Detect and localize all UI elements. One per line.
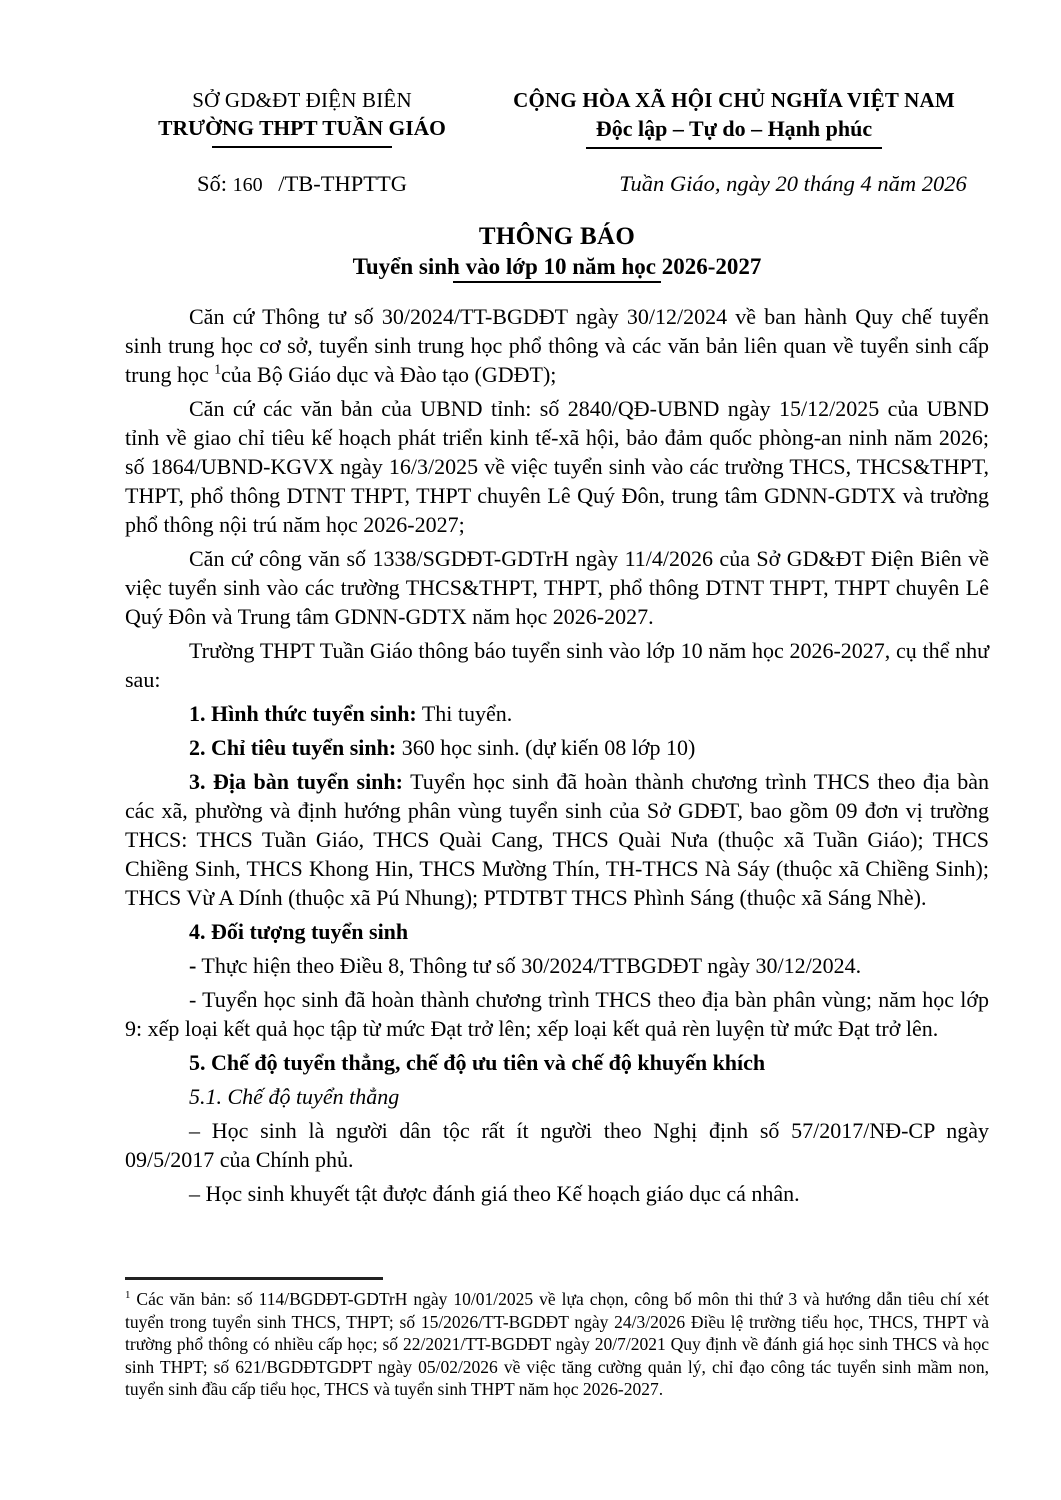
paragraph-legal-basis-3: Căn cứ công văn số 1338/SGDĐT-GDTrH ngày 11/4/2026 của Sở GD&ĐT Điện Biên về việc tuyển sinh vào các trường THCS&THPT, THPT, phổ thông DTNT THPT, THPT chuyên Lê Quý Đôn và Trung tâm GDNN-GDTX năm học 2026-2027. (125, 546, 989, 629)
doc-subtitle-underline (453, 281, 661, 283)
section-2-text: 360 học sinh. (dự kiến 08 lớp 10) (396, 735, 696, 760)
doc-number-value: 160 (232, 174, 263, 196)
paragraph-legal-basis-2: Căn cứ các văn bản của UBND tỉnh: số 2840/QĐ-UBND ngày 15/12/2025 của UBND tỉnh về giao chỉ tiêu kế hoạch phát triển kinh tế-xã hội, bảo đảm quốc phòng-an ninh năm 2026; số 1864/UBND-KGVX ngày 16/3/2025 về việc tuyển sinh vào các trường THCS, THCS&THPT, THPT, phổ thông DTNT THPT, THPT chuyên Lê Quý Đôn, trung tâm GDNN-GDTX và trường phổ thông nội trú năm học 2026-2027; (125, 396, 989, 537)
title-block (125, 223, 989, 283)
section-1-text: Thi tuyển. (416, 701, 513, 726)
school-name-underline (212, 146, 392, 148)
doc-number-row (125, 171, 989, 197)
section-4-bullet-1 (125, 951, 989, 980)
section-4-bullet-1-dash: - (189, 953, 197, 978)
document-header (125, 88, 989, 149)
section-1-admission-method (125, 699, 989, 728)
national-motto-underline (586, 147, 882, 149)
doc-number-label: Số: (196, 171, 227, 196)
doc-number (125, 171, 479, 197)
section-5-label: 5. Chế độ tuyển thẳng, chế độ ưu tiên và chế độ khuyến khích (189, 1050, 766, 1075)
national-header-block (479, 88, 989, 149)
section-3-label: 3. Địa bàn tuyển sinh: (189, 769, 403, 794)
school-name: TRƯỜNG THPT TUẦN GIÁO (158, 116, 446, 140)
section-3-admission-area (125, 767, 989, 912)
paragraph-1-text-a: Căn cứ Thông tư số 30/2024/TT-BGDĐT ngày 30/12/2024 về ban hành Quy chế tuyển sinh trung học cơ sở, tuyển sinh trung học phổ thông và các văn bản liên quan về tuyển sinh cấp trung học (125, 304, 989, 387)
footnote-block (125, 1277, 989, 1401)
section-2-admission-quota (125, 733, 989, 762)
footnote-body: Các văn bản: số 114/BGDĐT-GDTrH ngày 10/01/2025 về lựa chọn, công bố môn thi thứ 3 và hướng dẫn tiêu chí xét tuyển trong tuyển sinh THCS, THPT; số 15/2026/TT-BGDĐT ngày 24/3/2026 Điều lệ trường tiểu học, THCS, THPT và trường phổ thông có nhiều cấp học; số 22/2021/TT-BGDĐT ngày 20/7/2021 Quy định về đánh giá học sinh THCS và học sinh THPT; số 621/BGDĐTGDPT ngày 05/02/2026 về việc tăng cường quản lý, chỉ đạo công tác tuyển sinh mầm non, tuyển sinh đầu cấp tiểu học, THCS và tuyển sinh THPT năm học 2026-2027. (125, 1289, 989, 1399)
section-2-label: 2. Chỉ tiêu tuyển sinh: (189, 735, 397, 760)
place-date-line: Tuần Giáo, ngày 20 tháng 4 năm 2026 (619, 171, 967, 196)
document-body (125, 302, 989, 1208)
paragraph-1-text-b: của Bộ Giáo dục và Đào tạo (GDĐT); (221, 362, 557, 387)
issuing-department: SỞ GD&ĐT ĐIỆN BIÊN (192, 88, 412, 112)
footnote-separator (125, 1277, 383, 1280)
section-5-1-heading: 5.1. Chế độ tuyển thẳng (189, 1084, 400, 1109)
doc-number-suffix: /TB-THPTTG (278, 171, 407, 196)
section-5-1-bullet-2: – Học sinh khuyết tật được đánh giá theo Kế hoạch giáo dục cá nhân. (189, 1181, 800, 1206)
footnote-text (125, 1288, 989, 1401)
footnote-marker: 1 (125, 1289, 131, 1302)
paragraph-announcement-intro: Trường THPT Tuần Giáo thông báo tuyển sinh vào lớp 10 năm học 2026-2027, cụ thể như sau: (125, 638, 989, 692)
national-motto: Độc lập – Tự do – Hạnh phúc (595, 116, 873, 141)
section-4-label: 4. Đối tượng tuyển sinh (189, 919, 409, 944)
doc-subtitle: Tuyển sinh vào lớp 10 năm học 2026-2027 (352, 254, 762, 279)
paragraph-legal-basis-1 (125, 302, 989, 389)
footnote-reference-1: 1 (214, 361, 222, 377)
section-4-heading (125, 917, 989, 946)
issuing-agency-block (125, 88, 479, 149)
section-5-heading (125, 1048, 989, 1077)
section-1-label: 1. Hình thức tuyển sinh: (189, 701, 417, 726)
doc-title: THÔNG BÁO (478, 223, 636, 250)
section-4-bullet-2: - Tuyển học sinh đã hoàn thành chương trình THCS theo địa bàn phân vùng; năm học lớp 9: xếp loại kết quả học tập từ mức Đạt trở lên; xếp loại kết quả rèn luyện từ mức Đạt trở lên. (125, 987, 989, 1041)
national-title: CỘNG HÒA XÃ HỘI CHỦ NGHĨA VIỆT NAM (513, 88, 955, 112)
section-3-text: Tuyển học sinh đã hoàn thành chương trình THCS theo địa bàn các xã, phường và định hướng phân vùng tuyển sinh của Sở GDĐT, bao gồm 09 đơn vị trường THCS: THCS Tuần Giáo, THCS Quài Cang, THCS Quài Nưa (thuộc xã Tuần Giáo); THCS Chiềng Sinh, THCS Khong Hin, THCS Mường Thín, TH-THCS Nà Sáy (thuộc xã Chiềng Sinh); THCS Vừ A Dính (thuộc xã Pú Nhung); PTDTBT THCS Phình Sáng (thuộc xã Sáng Nhè). (125, 769, 989, 910)
section-5-1-bullet-1: – Học sinh là người dân tộc rất ít người theo Nghị định số 57/2017/NĐ-CP ngày 09/5/2017 của Chính phủ. (125, 1118, 989, 1172)
section-4-bullet-1-text: Thực hiện theo Điều 8, Thông tư số 30/2024/TTBGDĐT ngày 30/12/2024. (196, 953, 862, 978)
